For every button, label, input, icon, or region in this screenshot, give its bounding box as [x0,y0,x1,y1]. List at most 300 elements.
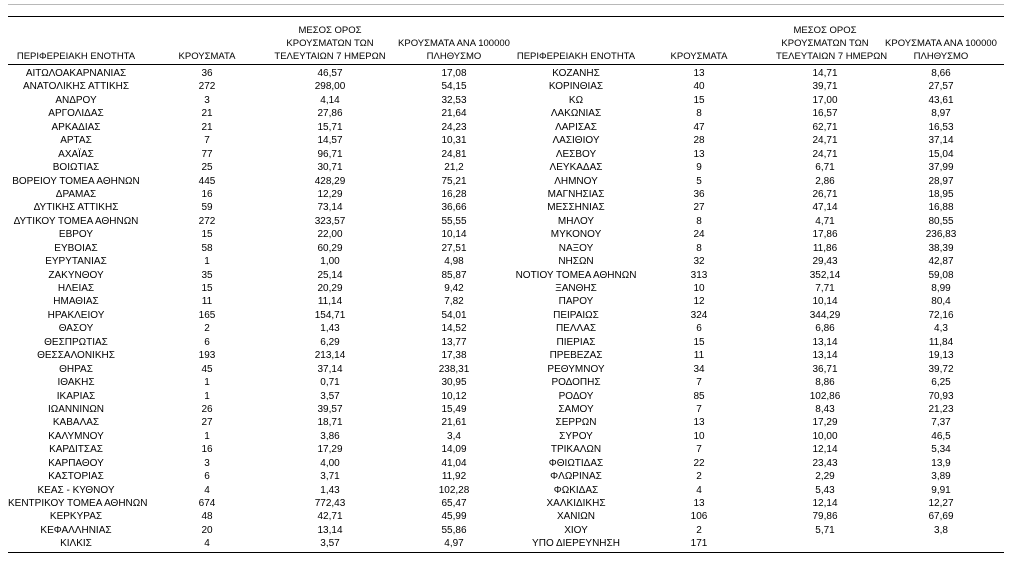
right-region-cell: ΡΕΘΥΜΝΟΥ [547,363,605,375]
left-cases-cell: 35 [201,269,213,281]
left-cases-cell: 2 [204,323,210,335]
right-region-cell: ΚΟΖΑΝΗΣ [552,68,600,79]
table-row [0,336,1017,349]
header-cases-right: ΚΡΟΥΣΜΑΤΑ [670,51,728,62]
right-region-cell: ΣΥΡΟΥ [559,430,593,442]
left-avg7-cell: 213,14 [314,350,346,362]
right-per100k-cell: 38,39 [928,242,954,254]
left-region-cell: ΑΧΑΪΑΣ [58,148,94,160]
left-region-cell: ΘΕΣΣΑΛΟΝΙΚΗΣ [37,350,115,362]
right-per100k-cell: 59,08 [928,269,954,281]
right-per100k-cell: 39,72 [928,363,954,375]
table-body [0,67,1017,551]
table-row [0,470,1017,483]
right-cases-cell: 15 [693,94,705,106]
left-cases-cell: 21 [201,121,213,133]
right-region-cell: ΛΗΜΝΟΥ [554,175,598,187]
header-region-right: ΠΕΡΙΦΕΡΕΙΑΚΗ ΕΝΟΤΗΤΑ [516,51,636,62]
right-per100k-cell: 42,87 [928,256,954,268]
right-avg7-cell: 344,29 [809,309,841,321]
right-per100k-cell: 8,99 [931,283,951,294]
right-region-cell: ΠΡΕΒΕΖΑΣ [549,350,603,362]
right-cases-cell: 24 [693,229,705,241]
left-per100k-cell: 10,31 [441,135,467,147]
header-per100k-right-line1: ΚΡΟΥΣΜΑΤΑ ΑΝΑ 100000 [885,38,997,49]
right-per100k-cell: 67,69 [928,511,954,523]
right-avg7-cell: 7,71 [815,283,835,294]
left-avg7-cell: 46,57 [317,68,343,79]
left-avg7-cell: 96,71 [317,148,343,160]
left-per100k-cell: 24,23 [441,121,467,133]
left-per100k-cell: 9,42 [444,283,464,294]
left-cases-cell: 26 [201,403,213,415]
left-avg7-cell: 20,29 [317,283,343,294]
right-avg7-cell: 26,71 [812,188,838,200]
left-per100k-cell: 10,14 [441,229,467,241]
left-per100k-cell: 55,86 [441,524,467,536]
left-per100k-cell: 15,49 [441,403,467,415]
left-region-cell: ΑΝΑΤΟΛΙΚΗΣ ΑΤΤΙΚΗΣ [22,81,130,93]
table-row [0,349,1017,362]
left-cases-cell: 20 [201,524,213,536]
right-cases-cell: 5 [696,175,702,187]
right-region-cell: ΧΙΟΥ [564,524,588,536]
right-avg7-cell: 5,43 [815,484,835,496]
left-avg7-cell: 60,29 [317,242,343,254]
left-avg7-cell: 298,00 [314,81,346,93]
header-avg-right-line1: ΜΕΣΟΣ ΟΡΟΣ [793,25,857,36]
header-per100k-right-line2: ΠΛΗΘΥΣΜΟ [913,51,969,62]
left-cases-cell: 165 [198,309,216,321]
right-per100k-cell: 37,99 [928,162,954,174]
left-per100k-cell: 54,15 [441,81,467,93]
left-region-cell: ΚΑΡΔΙΤΣΑΣ [49,444,103,456]
left-region-cell: ΕΥΒΟΙΑΣ [54,242,98,254]
right-cases-cell: 171 [690,538,708,550]
right-avg7-cell: 8,43 [815,403,835,415]
left-per100k-cell: 32,53 [441,94,467,106]
left-region-cell: ΙΘΑΚΗΣ [57,377,95,389]
left-per100k-cell: 27,51 [441,242,467,254]
left-per100k-cell: 14,09 [441,444,467,456]
right-avg7-cell: 16,57 [812,108,838,120]
right-per100k-cell: 3,8 [934,524,948,536]
right-cases-cell: 47 [693,121,705,133]
header-avg-left-line1: ΜΕΣΟΣ ΟΡΟΣ [298,25,362,36]
left-region-cell: ΖΑΚΥΝΘΟΥ [48,269,104,281]
left-per100k-cell: 3,4 [447,430,461,442]
header-avg-left-line2: ΚΡΟΥΣΜΑΤΩΝ ΤΩΝ [286,38,374,49]
table-row [0,242,1017,255]
left-region-cell: ΘΕΣΠΡΩΤΙΑΣ [44,336,108,348]
right-cases-cell: 4 [696,484,702,496]
left-avg7-cell: 15,71 [317,121,343,133]
table-row [0,201,1017,214]
left-per100k-cell: 45,99 [441,511,467,523]
left-avg7-cell: 22,00 [317,229,343,241]
right-region-cell: ΛΕΣΒΟΥ [555,148,597,160]
left-per100k-cell: 30,95 [441,377,467,389]
left-avg7-cell: 42,71 [317,511,343,523]
left-region-cell: ΕΥΡΥΤΑΝΙΑΣ [45,256,107,268]
right-avg7-cell: 17,00 [812,94,838,106]
left-region-cell: ΒΟΡΕΙΟΥ ΤΟΜΕΑ ΑΘΗΝΩΝ [12,175,140,187]
right-per100k-cell: 11,84 [928,336,954,348]
left-cases-cell: 1 [204,256,210,268]
right-region-cell: ΜΗΛΟΥ [557,215,595,227]
left-cases-cell: 48 [201,511,213,523]
left-region-cell: ΚΙΛΚΙΣ [60,538,92,550]
left-cases-cell: 1 [204,377,210,389]
table-bottom-border [8,552,1004,553]
right-cases-cell: 8 [696,108,702,120]
left-region-cell: ΚΑΣΤΟΡΙΑΣ [48,471,104,483]
right-region-cell: ΞΑΝΘΗΣ [555,283,597,294]
right-avg7-cell: 23,43 [812,457,838,469]
right-region-cell: ΜΥΚΟΝΟΥ [550,229,602,241]
right-avg7-cell: 29,43 [812,256,838,268]
table-row [0,228,1017,241]
right-region-cell: ΦΛΩΡΙΝΑΣ [550,471,602,483]
right-region-cell: ΣΕΡΡΩΝ [555,417,597,429]
left-region-cell: ΚΑΒΑΛΑΣ [52,417,100,429]
right-region-cell: ΜΑΓΝΗΣΙΑΣ [547,188,605,200]
left-cases-cell: 27 [201,417,213,429]
right-cases-cell: 13 [693,417,705,429]
right-per100k-cell: 43,61 [928,94,954,106]
right-cases-cell: 7 [696,444,702,456]
left-avg7-cell: 11,14 [317,296,343,308]
right-avg7-cell: 39,71 [812,81,838,93]
left-cases-cell: 7 [204,135,210,147]
right-per100k-cell: 80,4 [931,296,951,308]
right-avg7-cell: 2,86 [815,175,835,187]
left-cases-cell: 272 [198,81,216,93]
left-avg7-cell: 428,29 [314,175,346,187]
left-region-cell: ΒΟΙΩΤΙΑΣ [52,162,100,174]
right-per100k-cell: 16,53 [928,121,954,133]
left-per100k-cell: 16,28 [441,188,467,200]
right-cases-cell: 85 [693,390,705,402]
left-cases-cell: 272 [198,215,216,227]
left-avg7-cell: 17,29 [317,444,343,456]
table-row [0,255,1017,268]
table-row [0,443,1017,456]
header-region-left: ΠΕΡΙΦΕΡΕΙΑΚΗ ΕΝΟΤΗΤΑ [16,51,136,62]
table-row [0,121,1017,134]
table-row [0,215,1017,228]
table-row [0,175,1017,188]
right-region-cell: ΤΡΙΚΑΛΩΝ [550,444,602,456]
left-region-cell: ΚΕΦΑΛΛΗΝΙΑΣ [40,524,112,536]
left-avg7-cell: 1,43 [320,484,340,496]
left-per100k-cell: 55,55 [441,215,467,227]
right-avg7-cell: 24,71 [812,135,838,147]
right-avg7-cell: 12,14 [812,498,838,509]
left-region-cell: ΗΛΕΙΑΣ [57,283,95,294]
left-cases-cell: 77 [201,148,213,160]
right-per100k-cell: 13,9 [931,457,951,469]
right-region-cell: ΦΘΙΩΤΙΔΑΣ [548,457,604,469]
right-per100k-cell: 9,91 [931,484,951,496]
left-per100k-cell: 54,01 [441,309,467,321]
right-avg7-cell: 79,86 [812,511,838,523]
right-avg7-cell: 11,86 [812,242,838,254]
right-cases-cell: 8 [696,242,702,254]
left-cases-cell: 3 [204,94,210,106]
left-cases-cell: 3 [204,457,210,469]
left-cases-cell: 4 [204,538,210,550]
header-cases-left: ΚΡΟΥΣΜΑΤΑ [178,51,236,62]
left-avg7-cell: 3,57 [320,538,340,550]
header-per100k-left-line1: ΚΡΟΥΣΜΑΤΑ ΑΝΑ 100000 [398,38,510,49]
right-cases-cell: 324 [690,309,708,321]
left-region-cell: ΑΡΚΑΔΙΑΣ [51,121,101,133]
right-per100k-cell: 27,57 [928,81,954,93]
left-avg7-cell: 39,57 [317,403,343,415]
left-cases-cell: 15 [201,229,213,241]
table-row [0,322,1017,335]
table-row [0,537,1017,550]
table-row [0,295,1017,308]
table-row [0,497,1017,510]
table-row [0,376,1017,389]
left-avg7-cell: 323,57 [314,215,346,227]
right-cases-cell: 106 [690,511,708,523]
left-region-cell: ΑΝΔΡΟΥ [55,94,97,106]
left-cases-cell: 36 [201,68,213,79]
right-cases-cell: 9 [696,162,702,174]
right-avg7-cell: 62,71 [812,121,838,133]
right-per100k-cell: 5,34 [931,444,951,456]
table-row [0,188,1017,201]
right-per100k-cell: 46,5 [931,430,951,442]
right-per100k-cell: 37,14 [928,135,954,147]
left-region-cell: ΚΕΝΤΡΙΚΟΥ ΤΟΜΕΑ ΑΘΗΝΩΝ [8,498,148,509]
left-cases-cell: 25 [201,162,213,174]
table-row [0,363,1017,376]
right-region-cell: ΛΕΥΚΑΔΑΣ [549,162,603,174]
right-per100k-cell: 72,16 [928,309,954,321]
left-per100k-cell: 4,98 [444,256,464,268]
left-per100k-cell: 17,08 [441,68,467,79]
right-avg7-cell: 5,71 [815,524,835,536]
left-per100k-cell: 102,28 [438,484,470,496]
right-cases-cell: 34 [693,363,705,375]
left-region-cell: ΑΡΓΟΛΙΔΑΣ [48,108,104,120]
left-avg7-cell: 3,86 [320,430,340,442]
right-avg7-cell: 24,71 [812,148,838,160]
right-per100k-cell: 16,88 [928,202,954,214]
left-per100k-cell: 11,92 [441,471,467,483]
right-cases-cell: 2 [696,524,702,536]
left-cases-cell: 1 [204,390,210,402]
right-cases-cell: 10 [693,430,705,442]
right-region-cell: ΝΟΤΙΟΥ ΤΟΜΕΑ ΑΘΗΝΩΝ [515,269,637,281]
table-row [0,416,1017,429]
right-region-cell: ΚΩ [568,94,584,106]
left-cases-cell: 193 [198,350,216,362]
right-per100k-cell: 8,66 [931,68,951,79]
left-avg7-cell: 3,71 [320,471,340,483]
left-region-cell: ΑΙΤΩΛΟΑΚΑΡΝΑΝΙΑΣ [25,68,127,79]
right-cases-cell: 22 [693,457,705,469]
table-row [0,403,1017,416]
left-per100k-cell: 24,81 [441,148,467,160]
right-per100k-cell: 70,93 [928,390,954,402]
left-avg7-cell: 772,43 [314,498,346,509]
left-cases-cell: 58 [201,242,213,254]
header-avg-right-line3: ΤΕΛΕΥΤΑΙΩΝ 7 ΗΜΕΡΩΝ [776,51,888,62]
right-per100k-cell: 18,95 [928,188,954,200]
right-cases-cell: 28 [693,135,705,147]
right-region-cell: ΥΠΟ ΔΙΕΡΕΥΝΗΣΗ [532,538,620,550]
right-avg7-cell: 47,14 [812,202,838,214]
right-avg7-cell: 13,14 [812,336,838,348]
right-region-cell: ΛΑΣΙΘΙΟΥ [552,135,600,147]
right-region-cell: ΧΑΛΚΙΔΙΚΗΣ [546,498,606,509]
left-per100k-cell: 21,2 [444,162,464,174]
left-cases-cell: 6 [204,471,210,483]
right-region-cell: ΡΟΔΟΥ [558,390,594,402]
right-region-cell: ΡΟΔΟΠΗΣ [551,377,601,389]
table-row [0,524,1017,537]
right-avg7-cell: 17,29 [812,417,838,429]
right-region-cell: ΠΕΙΡΑΙΩΣ [553,309,599,321]
right-avg7-cell: 10,14 [812,296,838,308]
right-avg7-cell: 4,71 [815,215,835,227]
right-cases-cell: 36 [693,188,705,200]
left-avg7-cell: 1,43 [320,323,340,335]
table-row [0,282,1017,295]
table-row [0,390,1017,403]
right-avg7-cell: 2,29 [815,471,835,483]
left-avg7-cell: 6,29 [320,336,340,348]
header-bottom-border [8,64,1004,65]
header-per100k-left-line2: ΠΛΗΘΥΣΜΟ [426,51,482,62]
right-per100k-cell: 8,97 [931,108,951,120]
right-region-cell: ΠΑΡΟΥ [558,296,594,308]
right-per100k-cell: 12,27 [928,498,954,509]
right-cases-cell: 40 [693,81,705,93]
table-top-border [8,16,1004,17]
left-cases-cell: 445 [198,175,216,187]
left-avg7-cell: 37,14 [317,363,343,375]
right-cases-cell: 7 [696,377,702,389]
left-region-cell: ΔΡΑΜΑΣ [55,188,97,200]
right-region-cell: ΛΑΡΙΣΑΣ [555,121,597,133]
left-cases-cell: 674 [198,498,216,509]
left-region-cell: ΚΑΛΥΜΝΟΥ [48,430,104,442]
left-region-cell: ΚΕΑΣ - ΚΥΘΝΟΥ [37,484,115,496]
left-per100k-cell: 4,97 [444,538,464,550]
table-row [0,309,1017,322]
right-per100k-cell: 19,13 [928,350,954,362]
right-per100k-cell: 6,25 [931,377,951,389]
left-avg7-cell: 25,14 [317,269,343,281]
table-row [0,430,1017,443]
right-region-cell: ΠΙΕΡΙΑΣ [556,336,596,348]
right-cases-cell: 8 [696,215,702,227]
header-avg-left-line3: ΤΕΛΕΥΤΑΙΩΝ 7 ΗΜΕΡΩΝ [274,51,386,62]
table-row [0,161,1017,174]
right-cases-cell: 11 [693,350,705,362]
table-row [0,107,1017,120]
left-region-cell: ΙΚΑΡΙΑΣ [56,390,96,402]
left-avg7-cell: 4,00 [320,457,340,469]
table-row [0,148,1017,161]
left-region-cell: ΑΡΤΑΣ [60,135,92,147]
left-cases-cell: 59 [201,202,213,214]
left-per100k-cell: 85,87 [441,269,467,281]
left-region-cell: ΗΡΑΚΛΕΙΟΥ [47,309,105,321]
left-avg7-cell: 73,14 [317,202,343,214]
right-per100k-cell: 15,04 [928,148,954,160]
right-cases-cell: 13 [693,498,705,509]
left-avg7-cell: 12,29 [317,188,343,200]
left-region-cell: ΗΜΑΘΙΑΣ [53,296,99,308]
right-per100k-cell: 21,23 [928,403,954,415]
right-region-cell: ΠΕΛΛΑΣ [555,323,597,335]
right-cases-cell: 13 [693,148,705,160]
right-cases-cell: 15 [693,336,705,348]
left-per100k-cell: 17,38 [441,350,467,362]
right-region-cell: ΣΑΜΟΥ [558,403,594,415]
right-region-cell: ΦΩΚΙΔΑΣ [553,484,599,496]
left-cases-cell: 15 [201,283,213,294]
right-avg7-cell: 14,71 [812,68,838,79]
right-cases-cell: 27 [693,202,705,214]
left-avg7-cell: 4,14 [320,94,340,106]
left-per100k-cell: 36,66 [441,202,467,214]
left-region-cell: ΔΥΤΙΚΟΥ ΤΟΜΕΑ ΑΘΗΝΩΝ [13,215,139,227]
right-avg7-cell: 6,71 [815,162,835,174]
left-region-cell: ΘΗΡΑΣ [59,363,93,375]
left-per100k-cell: 21,61 [441,417,467,429]
left-region-cell: ΔΥΤΙΚΗΣ ΑΤΤΙΚΗΣ [33,202,119,214]
right-per100k-cell: 4,3 [934,323,948,335]
right-cases-cell: 32 [693,256,705,268]
table-row [0,80,1017,93]
table-row [0,457,1017,470]
left-per100k-cell: 7,82 [444,296,464,308]
table-row [0,67,1017,80]
left-avg7-cell: 0,71 [320,377,340,389]
left-per100k-cell: 75,21 [441,175,467,187]
right-cases-cell: 313 [690,269,708,281]
right-avg7-cell: 6,86 [815,323,835,335]
left-region-cell: ΙΩΑΝΝΙΝΩΝ [47,403,105,415]
right-region-cell: ΜΕΣΣΗΝΙΑΣ [547,202,605,214]
right-region-cell: ΚΟΡΙΝΘΙΑΣ [548,81,604,93]
left-avg7-cell: 1,00 [320,256,340,268]
table-row [0,484,1017,497]
left-cases-cell: 45 [201,363,213,375]
left-per100k-cell: 21,64 [441,108,467,120]
left-per100k-cell: 14,52 [441,323,467,335]
right-cases-cell: 7 [696,403,702,415]
left-avg7-cell: 27,86 [317,108,343,120]
left-per100k-cell: 65,47 [441,498,467,509]
left-region-cell: ΘΑΣΟΥ [58,323,94,335]
right-avg7-cell: 36,71 [812,363,838,375]
top-divider [8,4,1004,5]
right-avg7-cell: 102,86 [809,390,841,402]
left-avg7-cell: 18,71 [317,417,343,429]
right-cases-cell: 2 [696,471,702,483]
right-avg7-cell: 10,00 [812,430,838,442]
left-cases-cell: 4 [204,484,210,496]
